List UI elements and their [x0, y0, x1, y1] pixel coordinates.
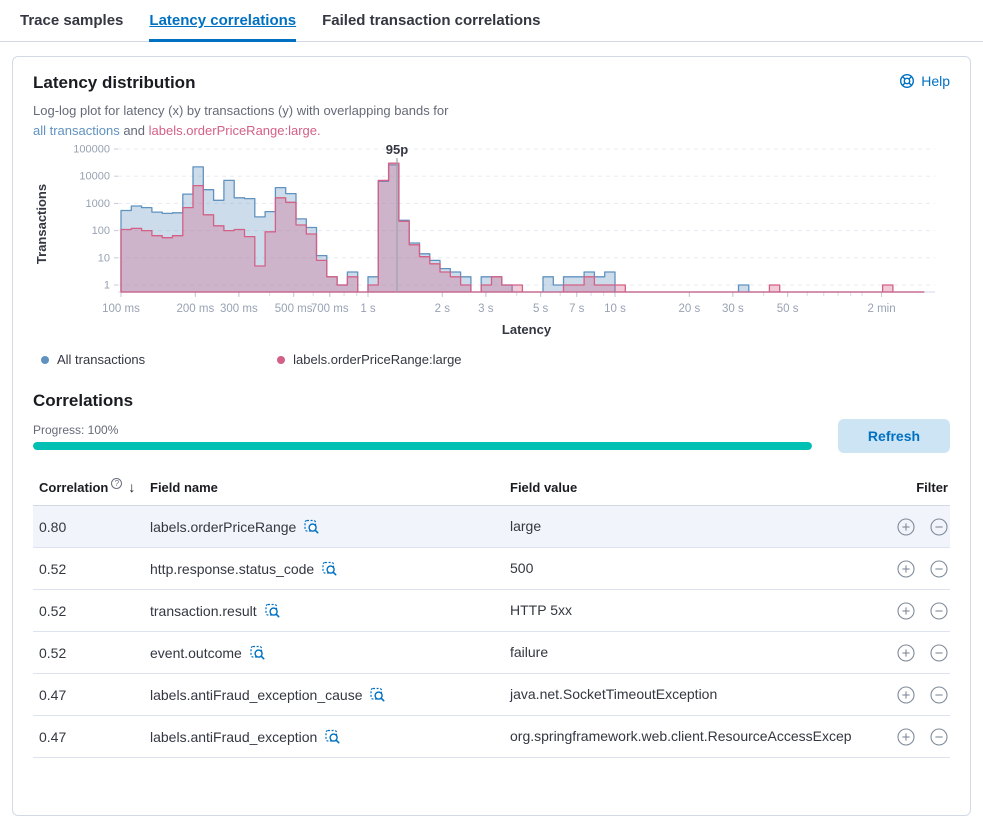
svg-text:2 s: 2 s [434, 303, 451, 315]
field-stats-icon[interactable] [370, 687, 385, 702]
refresh-button[interactable]: Refresh [838, 419, 950, 453]
chart-description [33, 101, 950, 140]
help-lifebuoy-icon [899, 73, 915, 89]
field-name-cell [150, 603, 510, 619]
help-label: Help [921, 73, 950, 89]
description-period: . [317, 122, 321, 138]
progress-bar [33, 442, 812, 450]
field-stats-icon[interactable] [250, 645, 265, 660]
field-name-value: transaction.result [150, 602, 257, 619]
svg-text:1000: 1000 [85, 197, 110, 210]
svg-text:1 s: 1 s [360, 303, 376, 315]
field-value: org.springframework.web.client.ResourceAccessExcep [510, 727, 852, 744]
correlation-value: 0.52 [39, 602, 67, 619]
latency-correlations-panel [12, 56, 971, 816]
svg-text:1: 1 [103, 279, 110, 292]
svg-text:30 s: 30 s [721, 303, 744, 315]
field-value: java.net.SocketTimeoutException [510, 685, 718, 702]
sort-desc-icon: ↓ [128, 479, 136, 495]
panel-title: Latency distribution [33, 73, 196, 92]
progress-container [33, 423, 812, 450]
correlations-table [33, 471, 950, 758]
progress-label: Progress: 100% [33, 422, 119, 437]
legend-item[interactable] [41, 352, 145, 367]
field-name-value: labels.antiFraud_exception_cause [150, 686, 363, 703]
field-stats-icon[interactable] [304, 519, 319, 534]
tab-trace-samples[interactable]: Trace samples [20, 12, 124, 29]
progress-bar-fill [33, 442, 812, 450]
svg-text:100 ms: 100 ms [102, 303, 140, 315]
filter-in-icon[interactable] [897, 518, 915, 536]
order-price-range-link[interactable]: labels.orderPriceRange:large [148, 122, 318, 138]
latency-distribution-chart[interactable] [33, 144, 950, 344]
column-header-filter: Filter [916, 479, 948, 495]
y-axis-title: Transactions [34, 183, 49, 265]
svg-text:300 ms: 300 ms [219, 303, 258, 315]
x-axis [102, 292, 935, 315]
x-axis-title: Latency [501, 322, 552, 337]
field-name-cell [150, 645, 510, 661]
help-link[interactable] [899, 73, 950, 89]
correlation-value: 0.52 [39, 644, 67, 661]
column-header-field-value: Field value [510, 479, 578, 495]
filter-in-icon[interactable] [897, 602, 915, 620]
description-conjunction: and [119, 122, 149, 138]
svg-text:200 ms: 200 ms [176, 303, 215, 315]
legend-label: All transactions [57, 352, 146, 367]
legend-item[interactable] [277, 352, 461, 367]
description-text: Log-log plot for latency (x) by transactions (y) with overlapping bands for [33, 103, 449, 118]
table-header-row [33, 471, 950, 506]
correlation-value: 0.80 [39, 518, 67, 535]
info-icon[interactable]: ? [111, 478, 122, 489]
field-value: HTTP 5xx [510, 601, 572, 618]
filter-in-icon[interactable] [897, 728, 915, 746]
field-stats-icon[interactable] [325, 729, 340, 744]
percentile-annotation-label: 95p [385, 144, 409, 157]
svg-text:20 s: 20 s [678, 303, 701, 315]
field-stats-icon[interactable] [265, 603, 280, 618]
svg-text:2 min: 2 min [867, 303, 896, 315]
table-row [33, 506, 950, 548]
svg-text:5 s: 5 s [532, 303, 549, 315]
svg-text:700 ms: 700 ms [310, 303, 349, 315]
svg-text:7 s: 7 s [569, 303, 585, 315]
field-name-value: event.outcome [150, 644, 242, 661]
correlation-value: 0.47 [39, 686, 67, 703]
table-row [33, 548, 950, 590]
field-name-value: labels.orderPriceRange [150, 518, 297, 535]
field-value: 500 [510, 559, 534, 576]
correlation-value: 0.52 [39, 560, 67, 577]
correlation-header-label: Correlation [39, 479, 109, 495]
panel-header [33, 73, 950, 93]
column-header-correlation[interactable] [33, 479, 150, 495]
svg-text:10: 10 [97, 252, 110, 265]
field-stats-icon[interactable] [322, 561, 337, 576]
field-value: failure [510, 643, 549, 660]
filter-out-icon[interactable] [930, 602, 948, 620]
tab-failed-transaction-correlations[interactable]: Failed transaction correlations [322, 12, 541, 29]
table-body [33, 506, 950, 758]
filter-out-icon[interactable] [930, 686, 948, 704]
filter-cell [872, 518, 950, 536]
svg-text:500 ms: 500 ms [274, 303, 313, 315]
chart-legend [33, 352, 950, 367]
table-row [33, 632, 950, 674]
filter-cell [872, 686, 950, 704]
correlation-value: 0.47 [39, 728, 67, 745]
tab-latency-correlations[interactable]: Latency correlations [149, 12, 296, 41]
svg-text:100: 100 [91, 225, 110, 238]
filter-in-icon[interactable] [897, 686, 915, 704]
svg-text:50 s: 50 s [776, 303, 799, 315]
svg-text:100000: 100000 [73, 144, 110, 156]
filter-cell [872, 602, 950, 620]
filter-cell [872, 728, 950, 746]
table-row [33, 674, 950, 716]
legend-label: labels.orderPriceRange:large [293, 352, 462, 367]
table-row [33, 590, 950, 632]
filter-out-icon[interactable] [930, 644, 948, 662]
svg-text:10000: 10000 [79, 170, 110, 183]
field-name-cell [150, 729, 510, 745]
legend-dot-icon [277, 356, 285, 364]
field-name-value: labels.antiFraud_exception [150, 728, 318, 745]
filter-in-icon[interactable] [897, 560, 915, 578]
field-name-cell [150, 687, 510, 703]
all-transactions-link[interactable]: all transactions [33, 122, 120, 138]
filter-cell [872, 644, 950, 662]
filter-in-icon[interactable] [897, 644, 915, 662]
legend-dot-icon [41, 356, 49, 364]
svg-text:3 s: 3 s [478, 303, 494, 315]
filter-out-icon[interactable] [930, 728, 948, 746]
field-name-cell [150, 519, 510, 535]
field-name-cell [150, 561, 510, 577]
filter-cell [872, 560, 950, 578]
column-header-field-name: Field name [150, 479, 218, 495]
field-value: large [510, 517, 542, 534]
field-name-value: http.response.status_code [150, 560, 315, 577]
svg-text:10 s: 10 s [604, 303, 626, 315]
table-row [33, 716, 950, 758]
correlations-heading: Correlations [33, 391, 134, 410]
filter-out-icon[interactable] [930, 560, 948, 578]
tab-bar [0, 0, 983, 42]
progress-row [33, 419, 950, 453]
filter-out-icon[interactable] [930, 518, 948, 536]
